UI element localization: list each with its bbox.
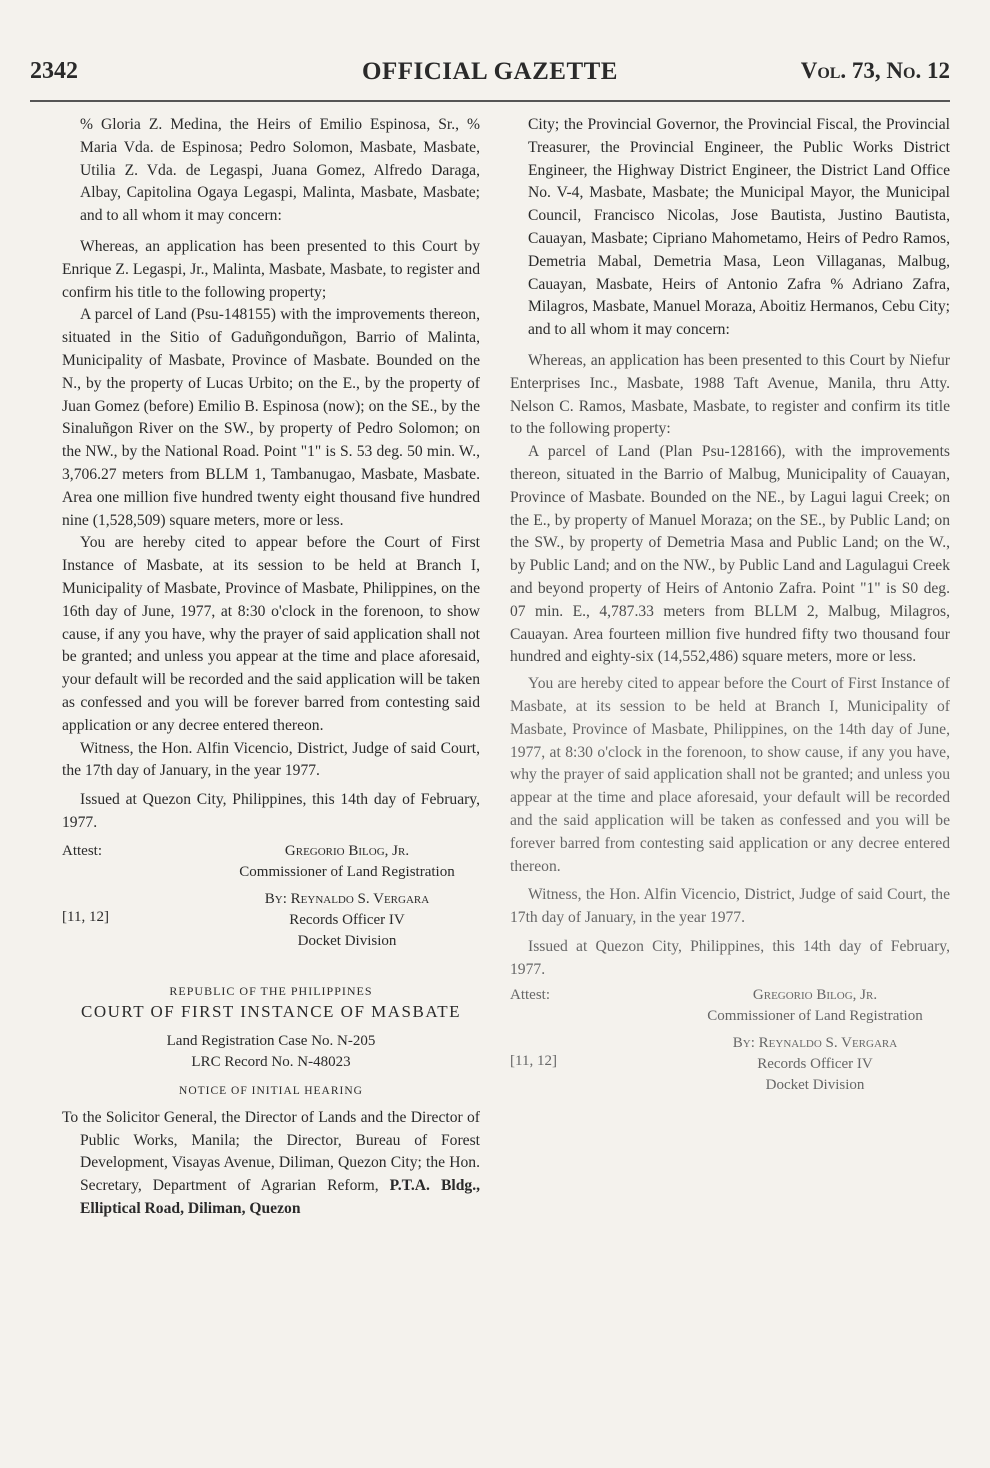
witness-paragraph: Witness, the Hon. Alfin Vicencio, District, Judge of said Court, the 17th day of January, in the year 1977. (62, 739, 480, 780)
lrc-record-number: LRC Record No. N-48023 (191, 1053, 351, 1070)
header-divider (30, 100, 950, 102)
citation-paragraph: You are hereby cited to appear before the Court of First Instance of Masbate, at its session to be held at Branch I, Municipality of Masbate, Province of Masbate, Philippines, on the 16th day of June, 1977, at 8:30 o'clock in the forenoon, to show cause, if any you have, why the prayer of said application shall not be granted; and unless you appear at the time and place aforesaid, your default will be recorded and the said application will be taken as confessed and you will be forever barred from contesting said application or any decree entered thereon. (62, 534, 480, 734)
commissioner-name: Gregorio Bilog, Jr. (284, 842, 410, 859)
right-column (510, 114, 950, 1105)
notice-addressees (62, 1107, 480, 1221)
issued-paragraph: Issued at Quezon City, Philippines, this 14th day of February, 1977. (62, 791, 480, 831)
page-header (30, 58, 950, 94)
parcel-paragraph: A parcel of Land (Psu-148155) with the improvements thereon, situated in the Sitio of Gaduñgonduñgon, Barrio of Malinta, Municipality of Masbate, Province of Masbate. Bounded on the N., by the property of Lucas Urbito; on the E., by the property of Juan Gomez (before) Emilio B. Espinosa (now); on the SE., by the Sinaluñgon River on the SW., by property of Pedro Solomon; on the NW., by the National Road. Point "1" is S. 53 deg. 50 min. W., 3,706.27 meters from BLLM 1, Tambanugao, Masbate, Masbate. Area one million five hundred twenty eight thousand five hundred nine (1,528,509) square meters, more or less. (62, 306, 480, 529)
addressees-continued-paragraph: City; the Provincial Governor, the Provincial Fiscal, the Provincial Treasurer, the Provincial Engineer, the Public Works District Engineer, the Highway District Engineer, the District Land Office No. V-4, Masbate, Masbate; the Municipal Mayor, the Municipal Council, Francisco Nicolas, Jose Bautista, Justino Bautista, Cauayan, Masbate; Cipriano Mahometamo, Heirs of Pedro Ramos, Demetria Mabal, Demetria Masa, Leon Villaganas, Malbug, Cauayan, Masbate, Heirs of Antonio Zafra % Adriano Zafra, Milagros, Masbate, Manuel Moraza, Aboitiz Hermanos, Cebu City; and to all whom it may concern: (528, 116, 950, 339)
notice-addressees-bold: P.T.A. Bldg., Elliptical Road, Diliman, Quezon (80, 1177, 480, 1217)
attest-label: Attest: (62, 842, 102, 859)
issue-reference: [11, 12] (62, 908, 109, 925)
witness-paragraph: Witness, the Hon. Alfin Vicencio, District, Judge of said Court, the 17th day of January, in the year 1977. (510, 886, 950, 927)
division-name: Docket Division (765, 1077, 865, 1094)
publication-title: OFFICIAL GAZETTE (362, 58, 618, 85)
commissioner-name: Gregorio Bilog, Jr. (752, 987, 878, 1004)
issue-reference: [11, 12] (510, 1053, 557, 1070)
commissioner-title: Commissioner of Land Registration (707, 1008, 923, 1025)
signature-block (62, 841, 480, 961)
notice-heading (62, 981, 480, 1101)
records-officer-title: Records Officer IV (289, 911, 405, 928)
addressees-paragraph: % Gloria Z. Medina, the Heirs of Emilio Espinosa, Sr., % Maria Vda. de Espinosa; Pedro Solomon, Masbate, Masbate, Utilia Z. Vda. de Legaspi, Juana Gomez, Alfredo Daraga, Albay, Capitolina Ogaya Legaspi, Malinta, Masbate, Masbate; and to all whom it may concern: (80, 116, 480, 225)
attest-label: Attest: (510, 987, 550, 1004)
left-column (62, 114, 480, 1221)
notice-title: NOTICE OF INITIAL HEARING (179, 1084, 363, 1097)
commissioner-title: Commissioner of Land Registration (239, 863, 455, 880)
volume-number: Vol. 73, No. 12 (800, 58, 950, 83)
whereas-paragraph: Whereas, an application has been presented to this Court by Enrique Z. Legaspi, Jr., Malinta, Masbate, Masbate, to register and confirm his title to the following property; (62, 237, 480, 301)
court-name: COURT OF FIRST INSTANCE OF MASBATE (80, 1001, 462, 1021)
records-officer-name: By: Reynaldo S. Vergara (732, 1035, 898, 1052)
parcel-paragraph: A parcel of Land (Plan Psu-128166), with the improvements thereon, situated in the Barrio of Malbug, Municipality of Cauayan, Province of Masbate. Bounded on the NE., by Lagui lagui Creek; on the E., by property of Manuel Moraza; on the SE., by Public Land; on the SW., by property of Demetria Masa and Public Land; on the W., by Public Land; and on the NW., by Public Land and Lagulagui Creek and beyond property of Heirs of Antonio Zafra. Point "1" is S0 deg. 07 min. E., 4,787.33 meters from BLLM 2, Malbug, Milagros, Cauayan. Area fourteen million five hundred fifty two thousand four hundred and eighty-six (14,552,486) square meters, more or less. (510, 443, 950, 666)
page-number: 2342 (30, 58, 78, 84)
issued-paragraph: Issued at Quezon City, Philippines, this 14th day of February, 1977. (510, 937, 950, 978)
records-officer-title: Records Officer IV (757, 1056, 873, 1073)
records-officer-name: By: Reynaldo S. Vergara (264, 890, 430, 907)
citation-paragraph: You are hereby cited to appear before the Court of First Instance of Masbate, at its session to be held at Branch I, Municipality of Masbate, Province of Masbate, Philippines, on the 14th day of June, 1977, at 8:30 o'clock in the forenoon, to show cause, if any you have, why the prayer of said application shall not be granted; and unless you appear at the time and place aforesaid, your default will be recorded and the said application will be taken as confessed and you will be forever barred from contesting said application or any decree entered thereon. (510, 675, 950, 875)
case-number: Land Registration Case No. N-205 (166, 1032, 376, 1049)
division-name: Docket Division (297, 932, 397, 949)
signature-block (510, 985, 950, 1105)
whereas-paragraph: Whereas, an application has been presented to this Court by Niefur Enterprises Inc., Masbate, 1988 Taft Avenue, Manila, thru Atty. Nelson C. Ramos, Masbate, Masbate, to register and confirm its title to the following property: (510, 351, 950, 438)
notice-addressees-text: To the Solicitor General, the Director of Lands and the Director of Public Works, Manila; the Director, Bureau of Forest Development, Visayas Avenue, Diliman, Quezon City; the Hon. Secretary, Department of Agrarian Reform, (62, 1108, 480, 1195)
republic-label: REPUBLIC OF THE PHILIPPINES (169, 983, 373, 998)
